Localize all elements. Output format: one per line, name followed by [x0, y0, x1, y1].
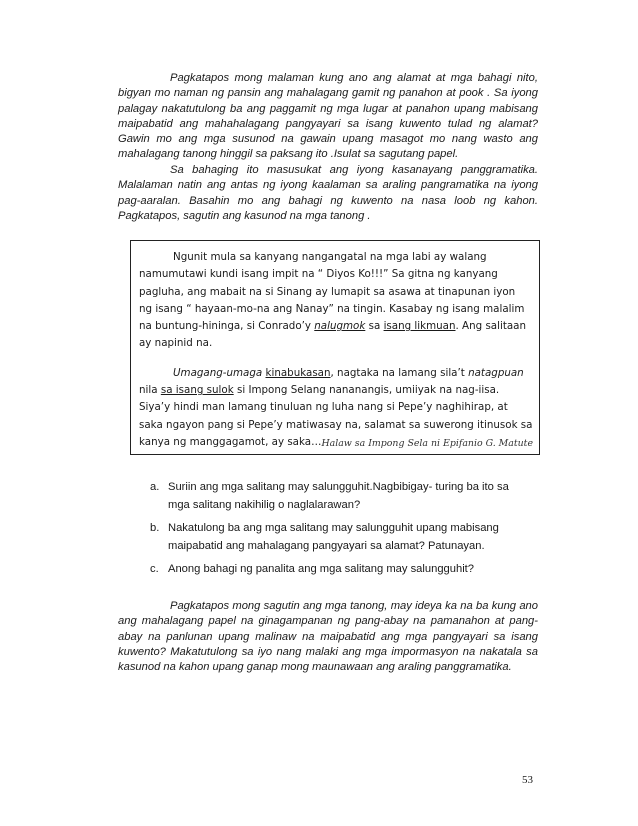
- excerpt-line: [139, 318, 535, 335]
- question-marker: a.: [150, 481, 160, 493]
- excerpt-text: si Impong Selang nananangis, umiiyak na nag-iisa.: [233, 384, 500, 397]
- underlined-word: kinabukasan: [265, 366, 331, 379]
- intro-paragraph-text: Pagkatapos mong malaman kung ano ang alamat at mga bahagi nito, bigyan mo naman ng pansin ang mahalagang gamit ng panahon at pook . Sa iyong palagay nakatutulong ba ang paggamit ng mga lugar at panahon upang mabisang maipabatid ang mahahalagang pangyayari sa isang kuwento tulad ng alamat? Gawin mo ang mga susunod na gawain upang masagot mo nang wasto ang mahalagang tanong hinggil sa paksang ito .Isulat sa sagutang papel.: [118, 72, 538, 161]
- excerpt-line: ay napinid na.: [139, 337, 213, 350]
- excerpt-text: natagpuan: [468, 366, 524, 379]
- excerpt-line: kanya ng manggagamot, ay saka….: [139, 435, 325, 448]
- excerpt-text: Umagang-umaga: [173, 366, 263, 379]
- question-list: [150, 478, 530, 583]
- excerpt-attribution: Halaw sa Impong Sela ni Epifanio G. Matute: [321, 437, 533, 449]
- excerpt-line: namumutawi kundi isang impit na “ Diyos Ko!!!” Sa gitna ng kanyang: [139, 268, 498, 281]
- question-item: [150, 560, 530, 578]
- excerpt-text: , nagtaka na lamang sila’t: [330, 366, 469, 379]
- instruction-paragraph-text: Sa bahaging ito masusukat ang iyong kasanayang panggramatika. Malalaman natin ang antas ng iyong kaalaman sa araling pangramatika na iyong pag-aaralan. Basahin mo ang bahagi ng kuwento na nasa loob ng kahon. Pagkatapos, sagutin ang kasunod na mga tanong .: [118, 164, 538, 222]
- excerpt-text: nila: [139, 384, 161, 397]
- excerpt-text: . Ang salitaan: [455, 320, 527, 333]
- closing-paragraph: [118, 599, 538, 675]
- excerpt-line: Siya’y hindi man lamang tinuluan ng luha nang si Pepe’y naghihirap, at: [139, 401, 508, 414]
- underlined-word: nalugmok: [314, 320, 366, 333]
- underlined-phrase: isang likmuan: [383, 320, 456, 333]
- excerpt-text: sa: [365, 320, 384, 333]
- excerpt-line: pagluha, ang mabait na si Sinang ay lumapit sa asawa at tinapunan iyon: [139, 285, 516, 298]
- excerpt-line: saka ngayon pang si Pepe’y matiwasay na, salamat sa suwerong itinusok sa: [139, 418, 533, 431]
- story-excerpt-box: [130, 240, 540, 455]
- excerpt-line: Ngunit mula sa kanyang nangangatal na mga labi ay walang: [173, 251, 487, 263]
- page-number: 53: [522, 774, 533, 786]
- excerpt-line: ng isang “ hayaan-mo-na ang Nanay” na tingin. Kasabay ng isang malalim: [139, 302, 525, 315]
- instruction-paragraph: [118, 163, 538, 224]
- question-text: Anong bahagi ng panalita ang mga salitang may salungguhit?: [168, 563, 475, 575]
- question-item: [150, 478, 530, 514]
- question-marker: b.: [150, 522, 160, 534]
- intro-paragraph: [118, 71, 538, 163]
- excerpt-line: [139, 382, 535, 399]
- question-text: Nakatulong ba ang mga salitang may salungguhit upang mabisang maipabatid ang mahalagang pangyayari sa alamat? Patunayan.: [168, 522, 499, 552]
- question-item: [150, 519, 530, 555]
- paragraph-gap: [139, 353, 535, 365]
- question-text: Suriin ang mga salitang may salungguhit.Nagbibigay- turing ba ito sa mga salitang nakihilig o naglalarawan?: [168, 481, 509, 511]
- excerpt-text: na buntung-hininga, si Conrado’y: [139, 320, 315, 333]
- underlined-phrase: sa isang sulok: [160, 384, 234, 397]
- closing-paragraph-text: Pagkatapos mong sagutin ang mga tanong, may ideya ka na ba kung ano ang mahalagang papel na ginagampanan ng pang-abay na pamanahon at pang-abay na panlunan upang malinaw na maipabatid ang mga pangyayari sa isang kuwento? Makatutulong sa iyo nang malaki ang mga impormasyon na nakatala sa kasunod na kahon upang ganap mong maunawaan ang araling panggramatika.: [118, 600, 538, 674]
- question-marker: c.: [150, 563, 159, 575]
